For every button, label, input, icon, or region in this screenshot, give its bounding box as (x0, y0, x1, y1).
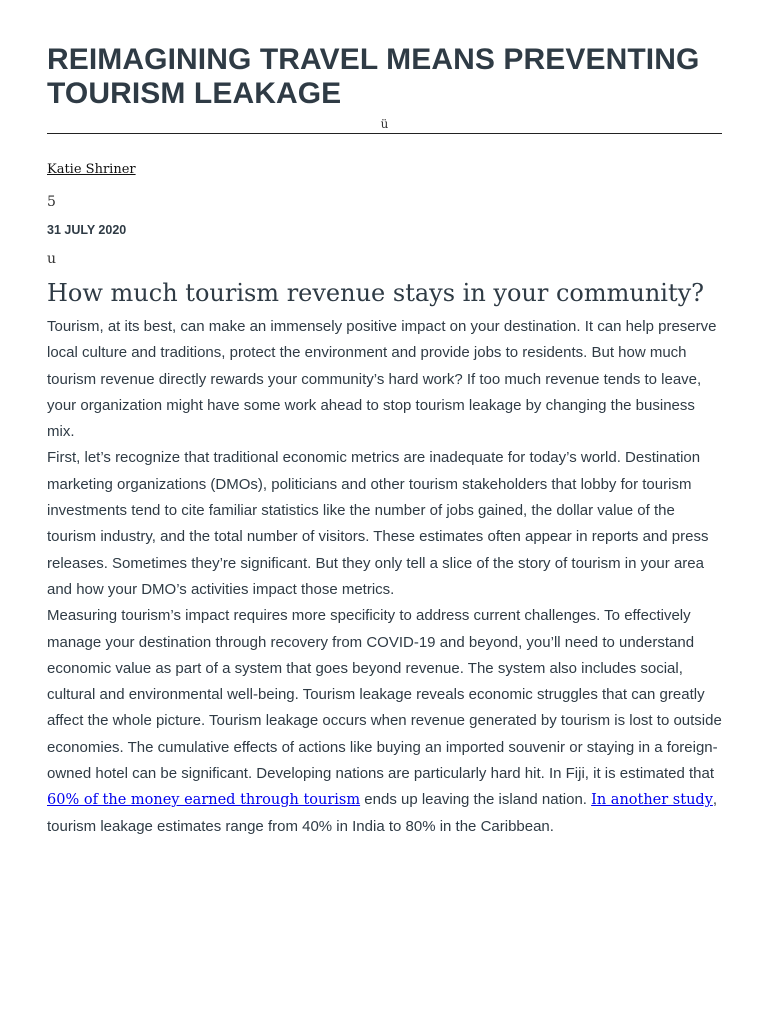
fiji-leakage-link[interactable]: 60% of the money earned through tourism (47, 792, 361, 809)
another-study-link[interactable]: In another study (591, 792, 713, 809)
paragraph-2: First, let’s recognize that traditional economic metrics are inadequate for today’s world. Destination marketing organizations (DMOs), politicians and other tourism stakeholders that lobby for tourism investments tend to cite familiar statistics like the number of jobs gained, the dollar value of the tourism industry, and the total number of visitors. These estimates often appear in reports and press releases. Sometimes they’re significant. But they only tell a slice of the story of tourism in your area and how your DMO’s activities impact those metrics. (47, 449, 709, 598)
title-ornament-glyph: ü (380, 117, 389, 131)
article-title: REIMAGINING TRAVEL MEANS PREVENTING TOURISM LEAKAGE (47, 43, 700, 110)
glyph-five: 5 (47, 194, 56, 210)
author-link[interactable]: Katie Shriner (47, 162, 136, 177)
glyph-u: u (47, 251, 57, 267)
article (47, 0, 722, 840)
article-subtitle: How much tourism revenue stays in your community? (47, 279, 705, 307)
paragraph-3 (47, 603, 722, 840)
title-divider (47, 133, 722, 134)
paragraph-3-text-c: , tourism leakage estimates range from 40% in India to 80% in the Caribbean. (47, 791, 718, 835)
paragraph-1: Tourism, at its best, can make an immensely positive impact on your destination. It can help preserve local culture and traditions, protect the environment and provide jobs to residents. But how much tourism revenue directly rewards your community’s hard work? If too much revenue tends to leave, your organization might have some work ahead to stop tourism leakage by changing the business mix. (47, 318, 717, 441)
paragraph-3-text-b: ends up leaving the island nation. (360, 791, 592, 809)
paragraph-3-text-a: Measuring tourism’s impact requires more specificity to address current challenges. To effectively manage your destination through recovery from COVID-19 and beyond, you’ll need to understand economic value as part of a system that goes beyond revenue. The system also includes social, cultural and environmental well-being. Tourism leakage reveals economic struggles that can greatly affect the whole picture. Tourism leakage occurs when revenue generated by tourism is lost to outside economies. The cumulative effects of actions like buying an imported souvenir or staying in a foreign-owned hotel can be significant. Developing nations are particularly hard hit. In Fiji, it is estimated that (47, 607, 722, 783)
publish-date: 31 JULY 2020 (47, 223, 127, 237)
